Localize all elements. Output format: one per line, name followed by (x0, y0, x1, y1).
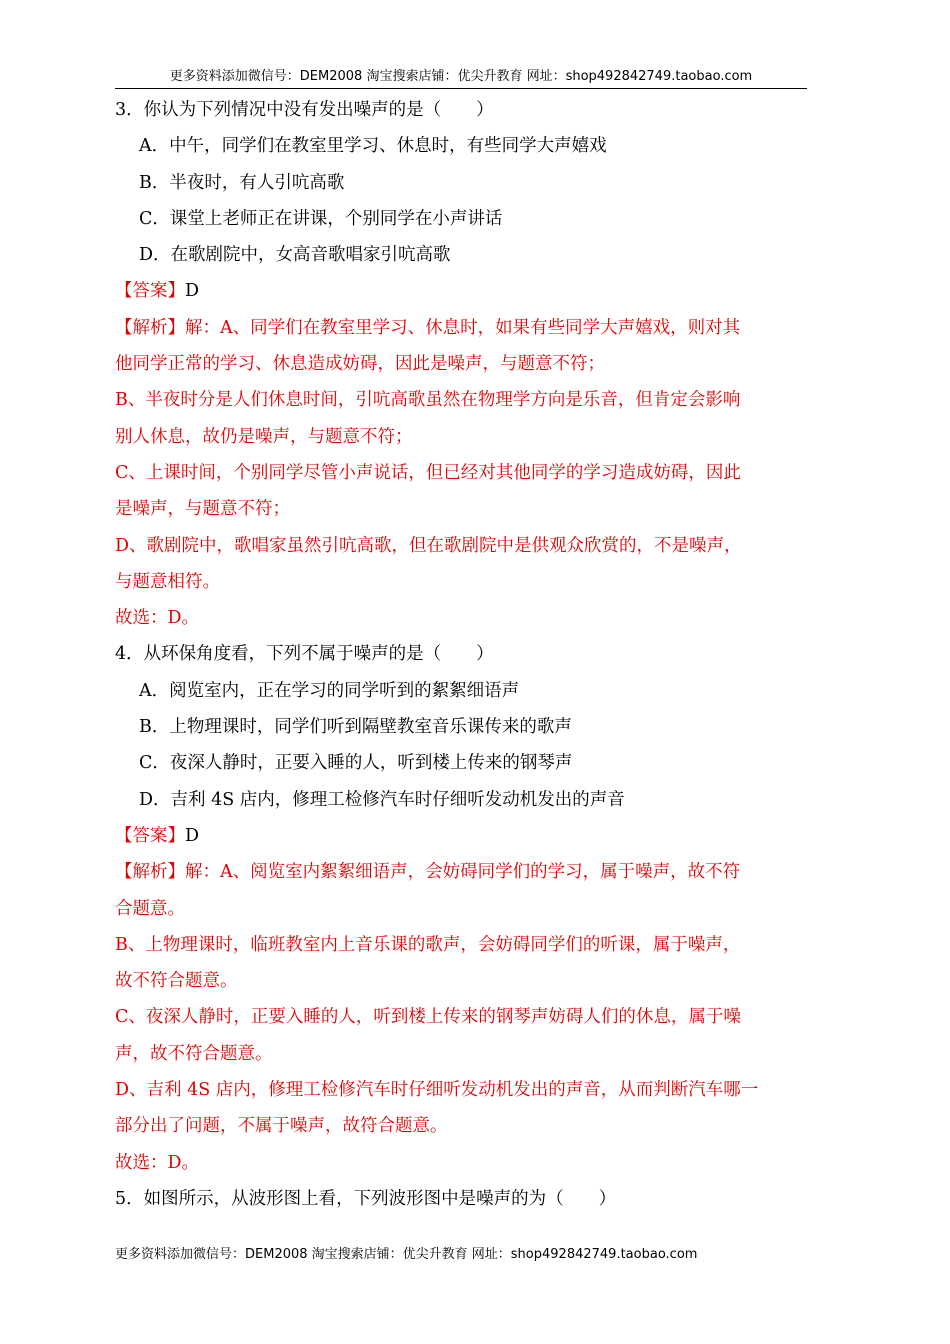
q3-option-a: A．中午，同学们在教室里学习、休息时，有些同学大声嬉戏 (139, 136, 607, 157)
q4-analysis-line: 合题意。 (115, 898, 185, 919)
page-header: 更多资料添加微信号：DEM2008 淘宝搜索店铺：优尖升教育 网址：shop492842749.taobao.com (115, 68, 807, 89)
document-body (115, 92, 807, 1217)
q3-analysis-line: 他同学正常的学习、休息造成妨碍，因此是噪声，与题意不符； (115, 354, 605, 375)
q4-answer (115, 818, 807, 854)
q4-stem: 4．从环保角度看，下列不属于噪声的是（ ） (115, 644, 494, 665)
q3-option-d: D．在歌剧院中，女高音歌唱家引吭高歌 (139, 245, 451, 266)
answer-value: D (185, 825, 200, 846)
q4-analysis-line: B、上物理课时，临班教室内上音乐课的歌声，会妨碍同学们的听课，属于噪声， (115, 934, 741, 955)
q3-analysis-line: 是噪声，与题意不符； (115, 499, 290, 520)
q4-option-b: B．上物理课时，同学们听到隔壁教室音乐课传来的歌声 (139, 717, 572, 738)
q3-option-b: B．半夜时，有人引吭高歌 (139, 172, 345, 193)
q3-analysis-line: 别人休息，故仍是噪声，与题意不符； (115, 426, 413, 447)
page-footer: 更多资料添加微信号：DEM2008 淘宝搜索店铺：优尖升教育 网址：shop492842749.taobao.com (115, 1247, 698, 1262)
q3-conclusion: 故选：D。 (115, 608, 200, 629)
answer-tag: 【答案】 (115, 281, 185, 302)
answer-tag: 【答案】 (115, 825, 185, 846)
q4-option-a: A．阅览室内，正在学习的同学听到的絮絮细语声 (139, 680, 520, 701)
q4-analysis-line: 故不符合题意。 (115, 971, 238, 992)
q3-analysis-line: D、歌剧院中，歌唱家虽然引吭高歌，但在歌剧院中是供观众欣赏的，不是噪声， (115, 535, 742, 556)
q3-analysis-line: 【解析】解：A、同学们在教室里学习、休息时，如果有些同学大声嬉戏，则对其 (115, 317, 741, 338)
q4-option-c: C．夜深人静时，正要入睡的人，听到楼上传来的钢琴声 (139, 753, 573, 774)
q3-analysis-line: C、上课时间，个别同学尽管小声说话，但已经对其他同学的学习造成妨碍，因此 (115, 462, 741, 483)
q4-option-d: D．吉利 4S 店内，修理工检修汽车时仔细听发动机发出的声音 (139, 789, 625, 810)
q4-analysis-line: C、夜深人静时，正要入睡的人，听到楼上传来的钢琴声妨碍人们的休息，属于噪 (115, 1007, 741, 1028)
q4-analysis-line: 声，故不符合题意。 (115, 1043, 273, 1064)
q3-option-c: C．课堂上老师正在讲课，个别同学在小声讲话 (139, 208, 503, 229)
q4-analysis-line: D、吉利 4S 店内，修理工检修汽车时仔细听发动机发出的声音，从而判断汽车哪一 (115, 1080, 759, 1101)
answer-value: D (185, 281, 200, 302)
q3-analysis-line: 与题意相符。 (115, 571, 220, 592)
q3-stem: 3．你认为下列情况中没有发出噪声的是（ ） (115, 100, 494, 120)
q3-analysis-line: B、半夜时分是人们休息时间，引吭高歌虽然在物理学方向是乐音，但肯定会影响 (115, 390, 741, 411)
q4-analysis-line: 【解析】解：A、阅览室内絮絮细语声，会妨碍同学们的学习，属于噪声，故不符 (115, 862, 741, 883)
q4-analysis-line: 部分出了问题，不属于噪声，故符合题意。 (115, 1116, 448, 1137)
q3-answer (115, 273, 807, 309)
q5-stem: 5．如图所示，从波形图上看，下列波形图中是噪声的为（ ） (115, 1188, 617, 1209)
q4-conclusion: 故选：D。 (115, 1152, 200, 1173)
